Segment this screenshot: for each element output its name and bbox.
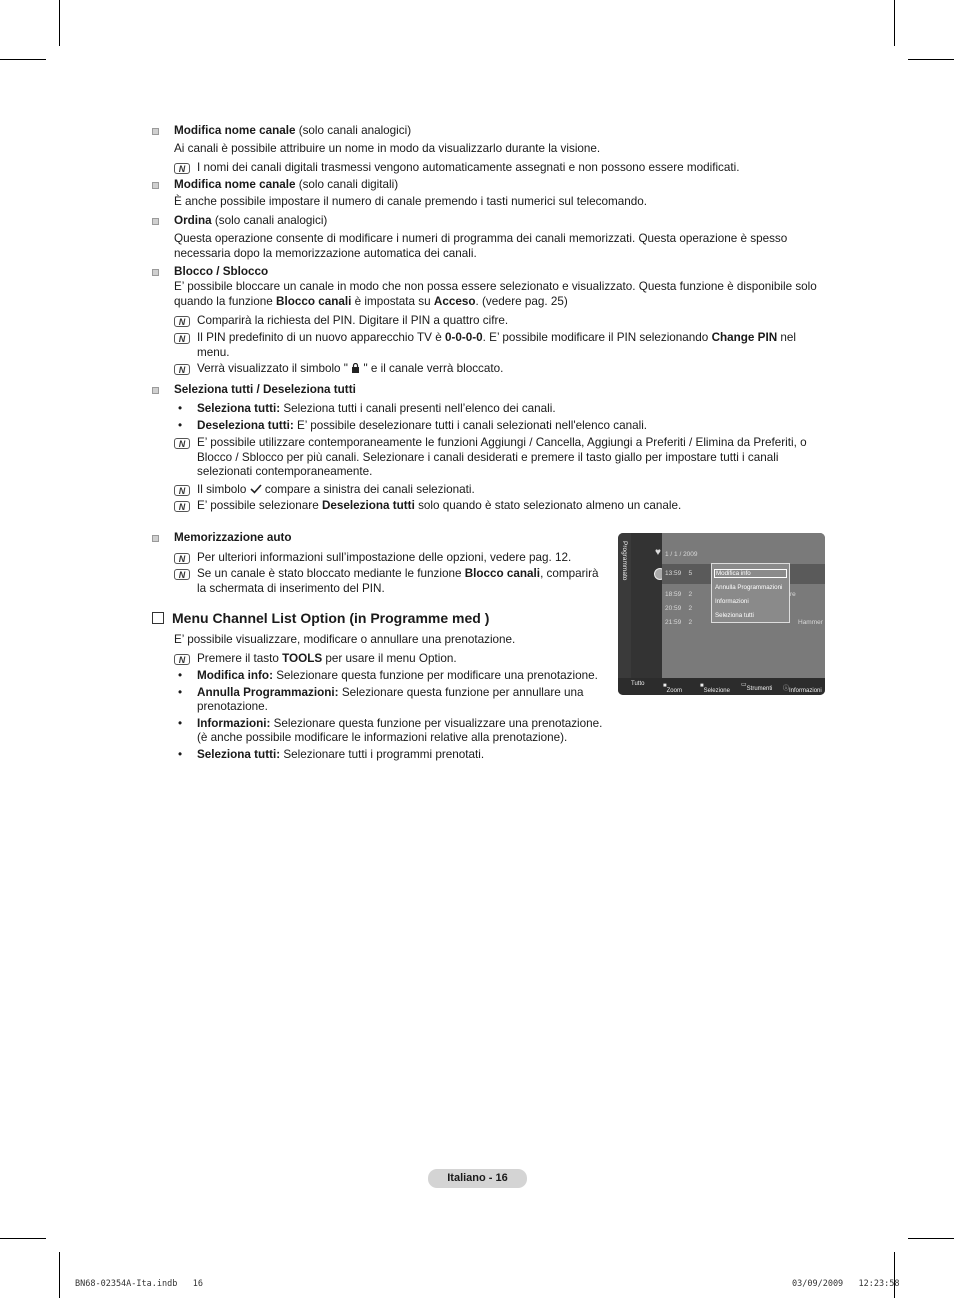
tv-menu-item[interactable]: Annulla Programmazioni [715,584,783,591]
section-desc: È anche possibile impostare il numero di canale premendo i tasti numerici sul telecomando. [174,195,647,208]
heart-icon: ♥ [655,547,661,558]
tv-footer-tools: ▭ Strumenti [741,682,773,692]
bullet-dot-icon: • [178,419,183,432]
note-icon: N [174,569,190,580]
checkmark-icon [250,484,262,494]
tv-row: 18:59 2 [665,591,693,598]
section-desc: Ai canali è possibile attribuire un nome in modo da visualizzarlo durante la visione. [174,142,601,155]
square-bullet-icon [152,535,159,542]
tv-option-menu [711,563,790,623]
tv-row: 13:59 5 [665,570,693,577]
section-heading: Blocco / Sblocco [174,265,269,278]
note-text: E’ possibile utilizzare contemporaneamente le funzioni Aggiungi / Cancella, Aggiungi a Preferiti / Elimina da Preferiti, o Blocco / Sblocco per più canali. Selezionare i canali desiderati e premere il tasto giallo per impostare tutti i canali selezionati contemporaneamente. [197,436,807,479]
note-icon: N [174,553,190,564]
note-icon: N [174,364,190,375]
note-icon: N [174,163,190,174]
section-heading: Memorizzazione auto [174,531,292,544]
bullet-text: (è anche possibile modificare le informazioni relative alla prenotazione). [197,731,568,744]
note-text: la schermata di inserimento del PIN. [197,582,385,595]
tv-row: 20:59 2 [665,605,693,612]
crop-mark [59,0,60,46]
square-bullet-icon [152,182,159,189]
tv-menu-item[interactable]: Modifica info [714,569,787,578]
note-icon: N [174,438,190,449]
section-desc: E’ possibile visualizzare, modificare o annullare una prenotazione. [174,633,516,646]
lock-icon [351,363,360,373]
tv-date: 1 / 1 / 2009 [665,551,698,558]
square-bullet-icon [152,128,159,135]
tv-menu-item[interactable]: Seleziona tutti [715,612,754,619]
tv-footer [618,678,825,695]
section-desc: E’ possibile bloccare un canale in modo che non possa essere selezionato e visualizzato. Questa funzione è disponibile solo quando la funzione Blocco canali è impostata su Acceso. (vedere pag. 25) [174,280,817,308]
section-desc: Questa operazione consente di modificare i numeri di programma dei canali memorizzati. Questa operazione è spesso necessaria dopo la memorizzazione automatica dei canali. [174,232,788,260]
tv-footer-tab: Tutto [631,681,645,687]
bullet-text: prenotazione. [197,700,268,713]
bullet-text: Seleziona tutti: Selezionare tutti i programmi prenotati. [197,748,485,761]
note-text: Per ulteriori informazioni sull’impostazione delle opzioni, vedere pag. 12. [197,551,572,564]
file-name: BN68-02354A-Ita.indb 16 [75,1279,203,1289]
bullet-text: Annulla Programmazioni: Selezionare questa funzione per annullare una [197,686,584,699]
note-text: Comparirà la richiesta del PIN. Digitare il PIN a quattro cifre. [197,314,509,327]
crop-mark [0,1238,46,1239]
note-text: Verrà visualizzato il simbolo " " e il canale verrà bloccato. [197,362,504,375]
tv-row: 21:59 2 [665,619,693,626]
section-heading: Modifica nome canale (solo canali digitali) [174,178,399,191]
note-text: E’ possibile selezionare Deseleziona tutti solo quando è stato selezionato almeno un canale. [197,499,682,512]
note-text: Se un canale è stato bloccato mediante le funzione Blocco canali, comparirà [197,567,599,580]
bullet-text: Informazioni: Selezionare questa funzione per visualizzare una prenotazione. [197,717,603,730]
tv-footer-select: ■ Selezione [700,683,730,694]
note-icon: N [174,333,190,344]
section-title: Menu Channel List Option (in Programme med ) [152,611,489,626]
bullet-dot-icon: • [178,717,183,730]
crop-mark [894,1252,895,1298]
crop-mark [908,1238,954,1239]
bullet-dot-icon: • [178,748,183,761]
bullet-dot-icon: • [178,669,183,682]
note-icon: N [174,501,190,512]
bullet-text: Seleziona tutti: Seleziona tutti i canali presenti nell’elenco dei canali. [197,402,556,415]
note-icon: N [174,316,190,327]
section-heading: Seleziona tutti / Deseleziona tutti [174,383,356,396]
note-text: Il PIN predefinito di un nuovo apparecchio TV è 0-0-0-0. E’ possibile modificare il PIN selezionando Change PIN nel [197,331,797,344]
tv-footer-info: ⓘ Informazioni [783,686,822,694]
bullet-dot-icon: • [178,686,183,699]
note-text: Il simbolo compare a sinistra dei canali selezionati. [197,483,475,496]
section-heading: Modifica nome canale (solo canali analogici) [174,124,412,137]
crop-mark [894,0,895,46]
crop-mark [908,59,954,60]
bullet-text: Deseleziona tutti: E’ possibile deselezionare tutti i canali selezionati nell'elenco canali. [197,419,648,432]
bullet-text: Modifica info: Selezionare questa funzione per modificare una prenotazione. [197,669,598,682]
tv-side-label: Programmato [621,541,628,581]
section-heading: Ordina (solo canali analogici) [174,214,328,227]
note-text: menu. [197,346,230,359]
crop-mark [0,59,46,60]
note-text: Premere il tasto TOOLS per usare il menu Option. [197,652,457,665]
tv-icon-column [631,533,662,678]
bullet-dot-icon: • [178,402,183,415]
tv-row-tail: re [790,591,796,598]
page-number: Italiano - 16 [428,1169,527,1188]
checkbox-icon [152,612,164,624]
print-stamp: 03/09/2009 12:23:58 [792,1279,900,1289]
tv-menu-item[interactable]: Informazioni [715,598,749,605]
note-icon: N [174,485,190,496]
tv-side-tab [618,533,631,678]
note-icon: N [174,654,190,665]
crop-mark [59,1252,60,1298]
square-bullet-icon [152,269,159,276]
square-bullet-icon [152,387,159,394]
tv-footer-zoom: ■ Zoom [663,683,682,694]
tv-row-tail: Hammer [798,619,823,626]
square-bullet-icon [152,218,159,225]
tv-screen-illustration [618,533,825,695]
note-text: I nomi dei canali digitali trasmessi vengono automaticamente assegnati e non possono essere modificati. [197,161,740,174]
